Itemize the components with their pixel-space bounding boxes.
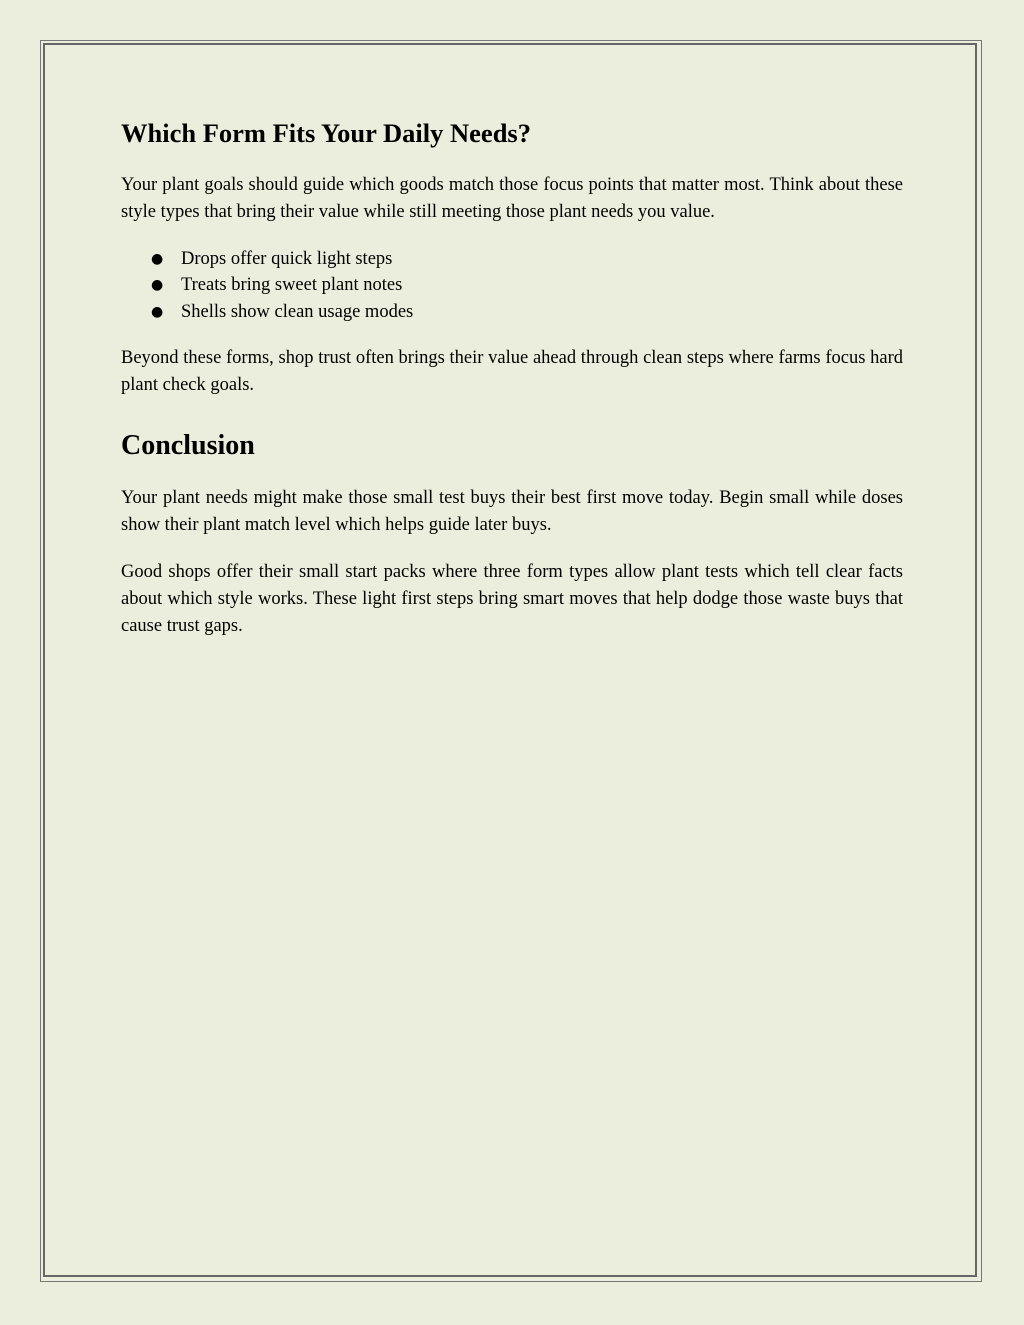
list-item <box>121 246 903 273</box>
bullet-list <box>121 246 903 326</box>
conclusion-heading: Conclusion <box>121 430 255 462</box>
document-body <box>121 118 903 660</box>
list-item-text: Shells show clean usage modes <box>181 301 414 322</box>
section-outro-paragraph: Beyond these forms, shop trust often brings their value ahead through clean steps where farms focus hard plant check goals. <box>121 348 903 396</box>
bullet-icon: ● <box>151 277 164 294</box>
list-item <box>121 272 903 299</box>
conclusion-paragraph: Your plant needs might make those small test buys their best first move today. Begin small while doses show their plant match level which helps guide later buys. <box>121 487 903 535</box>
section-heading: Which Form Fits Your Daily Needs? <box>121 118 531 148</box>
section-intro-paragraph: Your plant goals should guide which goods match those focus points that matter most. Think about these style types that bring their value while still meeting those plant needs you value. <box>121 174 903 222</box>
bullet-icon: ● <box>151 303 164 320</box>
list-item <box>121 299 903 326</box>
bullet-icon: ● <box>151 250 164 267</box>
list-item-text: Treats bring sweet plant notes <box>181 275 403 296</box>
conclusion-paragraph: Good shops offer their small start packs where three form types allow plant tests which tell clear facts about which style works. These light first steps bring smart moves that help dodge those waste buys that cause trust gaps. <box>121 561 903 636</box>
list-item-text: Drops offer quick light steps <box>181 248 393 269</box>
